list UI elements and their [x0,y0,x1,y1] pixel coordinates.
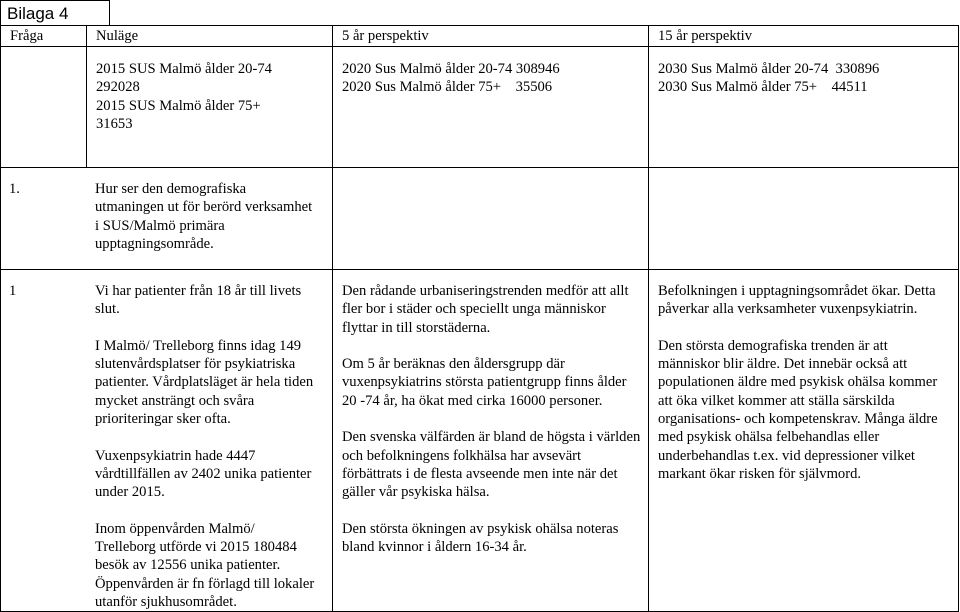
five-year-paragraph: Den rådande urbaniseringstrenden medför att allt fler bor i städer och speciellt unga människor flyttar in till storstäderna. [342,283,629,336]
population-15-year-cell [649,47,959,168]
question-text: Hur ser den demografiska utmaningen ut för berörd verksamhet i SUS/Malmö primära upptagningsområde. [95,181,313,252]
demography-table [0,25,959,612]
answer-5-year-cell [333,270,649,612]
population-nulage-line: 2015 SUS Malmö ålder 75+ [96,97,261,114]
question-5-year-cell [333,168,649,270]
nulage-paragraph: Vuxenpsykiatrin hade 4447 vårdtillfällen av 2402 unika patienter under 2015. [95,447,312,501]
population-5-year-line: 2020 Sus Malmö ålder 20-74 308946 [342,61,560,77]
population-nulage-line: 31653 [96,115,133,132]
nulage-paragraph: Inom öppenvården Malmö/ Trelleborg utförde vi 2015 180484 besök av 12556 unika patienter. Öppenvården är fn förlagd till lokaler utanför sjukhusområdet. [95,520,315,611]
population-5-year-line: 2020 Sus Malmö ålder 75+ 35506 [342,79,553,96]
population-nulage-line: 292028 [96,79,140,96]
answer-number: 1 [9,283,17,299]
population-nulage-line: 2015 SUS Malmö ålder 20-74 [96,61,272,77]
question-number: 1. [9,181,20,197]
nulage-paragraph: I Malmö/ Trelleborg finns idag 149 slutenvårdsplatser för psykiatriska patienter. Vårdplatsläget är hela tiden mycket ansträngt och svåra prioriteringar sker ofta. [95,337,314,428]
nulage-paragraph: Vi har patienter från 18 år till livets slut. [95,283,302,318]
five-year-paragraph: Om 5 år beräknas den åldersgrupp där vuxenpsykiatrins största patientgrupp finns ålder 20 -74 år, ha ökat med cirka 16000 personer. [342,356,627,409]
question-15-year-cell [649,168,959,270]
header-5-year: 5 år perspektiv [333,26,649,47]
header-row [1,26,959,47]
population-15-year-line: 2030 Sus Malmö ålder 20-74 330896 [658,61,880,77]
five-year-paragraph: Den största ökningen av psykisk ohälsa noteras bland kvinnor i åldern 16-34 år. [342,520,619,556]
answer-15-year-cell [649,270,959,612]
population-15-year-line: 2030 Sus Malmö ålder 75+ 44511 [658,79,868,96]
header-fraga: Fråga [1,26,87,47]
five-year-paragraph: Den svenska välfärden är bland de högsta i världen och befolkningens folkhälsa har avsevärt förbättrats i de flesta avseende men inte när det gäller vår psykiska hälsa. [342,429,641,501]
fifteen-year-paragraph: Den största demografiska trenden är att människor blir äldre. Det innebär också att populationen äldre med psykisk ohälsa kommer att öka vilket kommer att ställa särskilda organisations- och kompetenskrav. Många äldre med psykisk ohälsa felbehandlas eller underbehandlas t.ex. vid depressioner vilket markant ökar risken för självmord. [658,337,938,482]
question-row [1,168,959,270]
answer-row [1,270,959,612]
population-nulage-cell [87,47,333,168]
population-question-cell [1,47,87,168]
fifteen-year-paragraph: Befolkningen i upptagningsområdet ökar. Detta påverkar alla verksamheter vuxenpsykiatrin. [658,283,936,318]
appendix-label: Bilaga 4 [0,0,110,25]
population-5-year-cell [333,47,649,168]
header-nulage: Nuläge [87,26,333,47]
question-cell [1,168,333,270]
answer-nulage-cell [1,270,333,612]
header-15-year: 15 år perspektiv [649,26,959,47]
population-row [1,47,959,168]
